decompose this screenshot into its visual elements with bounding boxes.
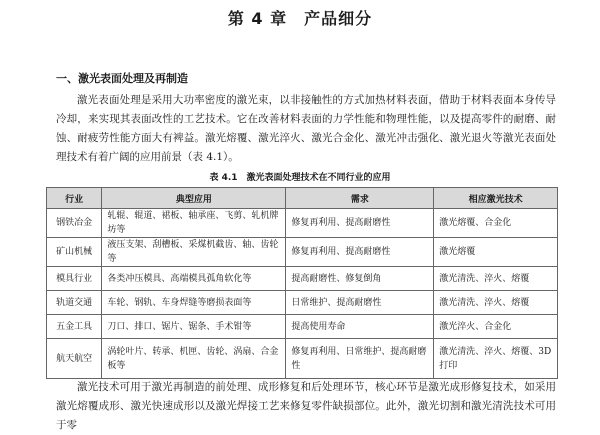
table-row xyxy=(47,291,558,315)
cell-application: 刀口、排口、锯片、锯条、手术钳等 xyxy=(102,315,286,339)
cell-requirement: 日常维护、提高耐磨性 xyxy=(286,291,434,315)
cell-application: 轧辊、辊道、裙板、轴承座、飞剪、轧机牌坊等 xyxy=(102,209,286,238)
cell-application: 各类冲压模具、高端模具孤角软化等 xyxy=(102,267,286,291)
table-row xyxy=(47,209,558,238)
table-row xyxy=(47,315,558,339)
header-laser-technology: 相应激光技术 xyxy=(434,188,558,209)
cell-application: 涡轮叶片、转承、机匣、齿轮、涡扇、合金板等 xyxy=(102,339,286,379)
cell-technology: 激光熔覆、合金化 xyxy=(434,209,558,238)
cell-industry: 轨道交通 xyxy=(47,291,102,315)
cell-industry: 钢铁冶金 xyxy=(47,209,102,238)
cell-industry: 五金工具 xyxy=(47,315,102,339)
cell-requirement: 提高使用寿命 xyxy=(286,315,434,339)
cell-requirement: 修复再利用、提高耐磨性 xyxy=(286,209,434,238)
paragraph-continuation: 激光技术可用于激光再制造的前处理、成形修复和后处理环节，核心环节是激光成形修复技术，如采用激光熔覆成形、激光快速成形以及激光焊接工艺来修复零件缺损部位。此外，激光切割和激光清洗技术可用于零 xyxy=(56,381,556,431)
section-title: 一、激光表面处理及再制造 xyxy=(56,72,188,85)
header-requirement: 需求 xyxy=(286,188,434,209)
cell-industry: 航天航空 xyxy=(47,339,102,379)
cell-technology: 激光熔覆 xyxy=(434,238,558,267)
cell-industry: 模具行业 xyxy=(47,267,102,291)
cell-technology: 激光淬火、合金化 xyxy=(434,315,558,339)
table-row xyxy=(47,267,558,291)
table-caption: 表 4.1 激光表面处理技术在不同行业的应用 xyxy=(209,173,391,183)
cell-technology: 激光清洗、淬火、熔覆 xyxy=(434,267,558,291)
table-row xyxy=(47,339,558,379)
cell-requirement: 提高耐磨性、修复倒角 xyxy=(286,267,434,291)
cell-requirement: 修复再利用、日常维护、提高耐磨性 xyxy=(286,339,434,379)
chapter-title: 第 4 章 产品细分 xyxy=(227,9,373,28)
cell-application: 车轮、钢轨、车身焊缝等磨损表面等 xyxy=(102,291,286,315)
cell-requirement: 修复再利用、提高耐磨性 xyxy=(286,238,434,267)
header-typical-application: 典型应用 xyxy=(102,188,286,209)
table-row xyxy=(47,238,558,267)
laser-application-table xyxy=(46,187,558,379)
cell-industry: 矿山机械 xyxy=(47,238,102,267)
paragraph-intro: 激光表面处理是采用大功率密度的激光束，以非接触性的方式加热材料表面，借助于材料表面本身传导冷却，来实现其表面改性的工艺技术。它在改善材料表面的力学性能和物理性能，以及提高零件的耐磨、耐蚀、耐疲劳性能方面大有裨益。激光熔覆、激光淬火、激光合金化、激光冲击强化、激光退火等激光表面处理技术有着广阔的应用前景（表 4.1）。 xyxy=(56,94,556,163)
cell-application: 液压支架、刮槽板、采煤机截齿、轴、齿轮等 xyxy=(102,238,286,267)
header-industry: 行业 xyxy=(47,188,102,209)
table-header-row xyxy=(47,188,558,209)
cell-technology: 激光清洗、淬火、熔覆 xyxy=(434,291,558,315)
cell-technology: 激光清洗、淬火、熔覆、3D打印 xyxy=(434,339,558,379)
